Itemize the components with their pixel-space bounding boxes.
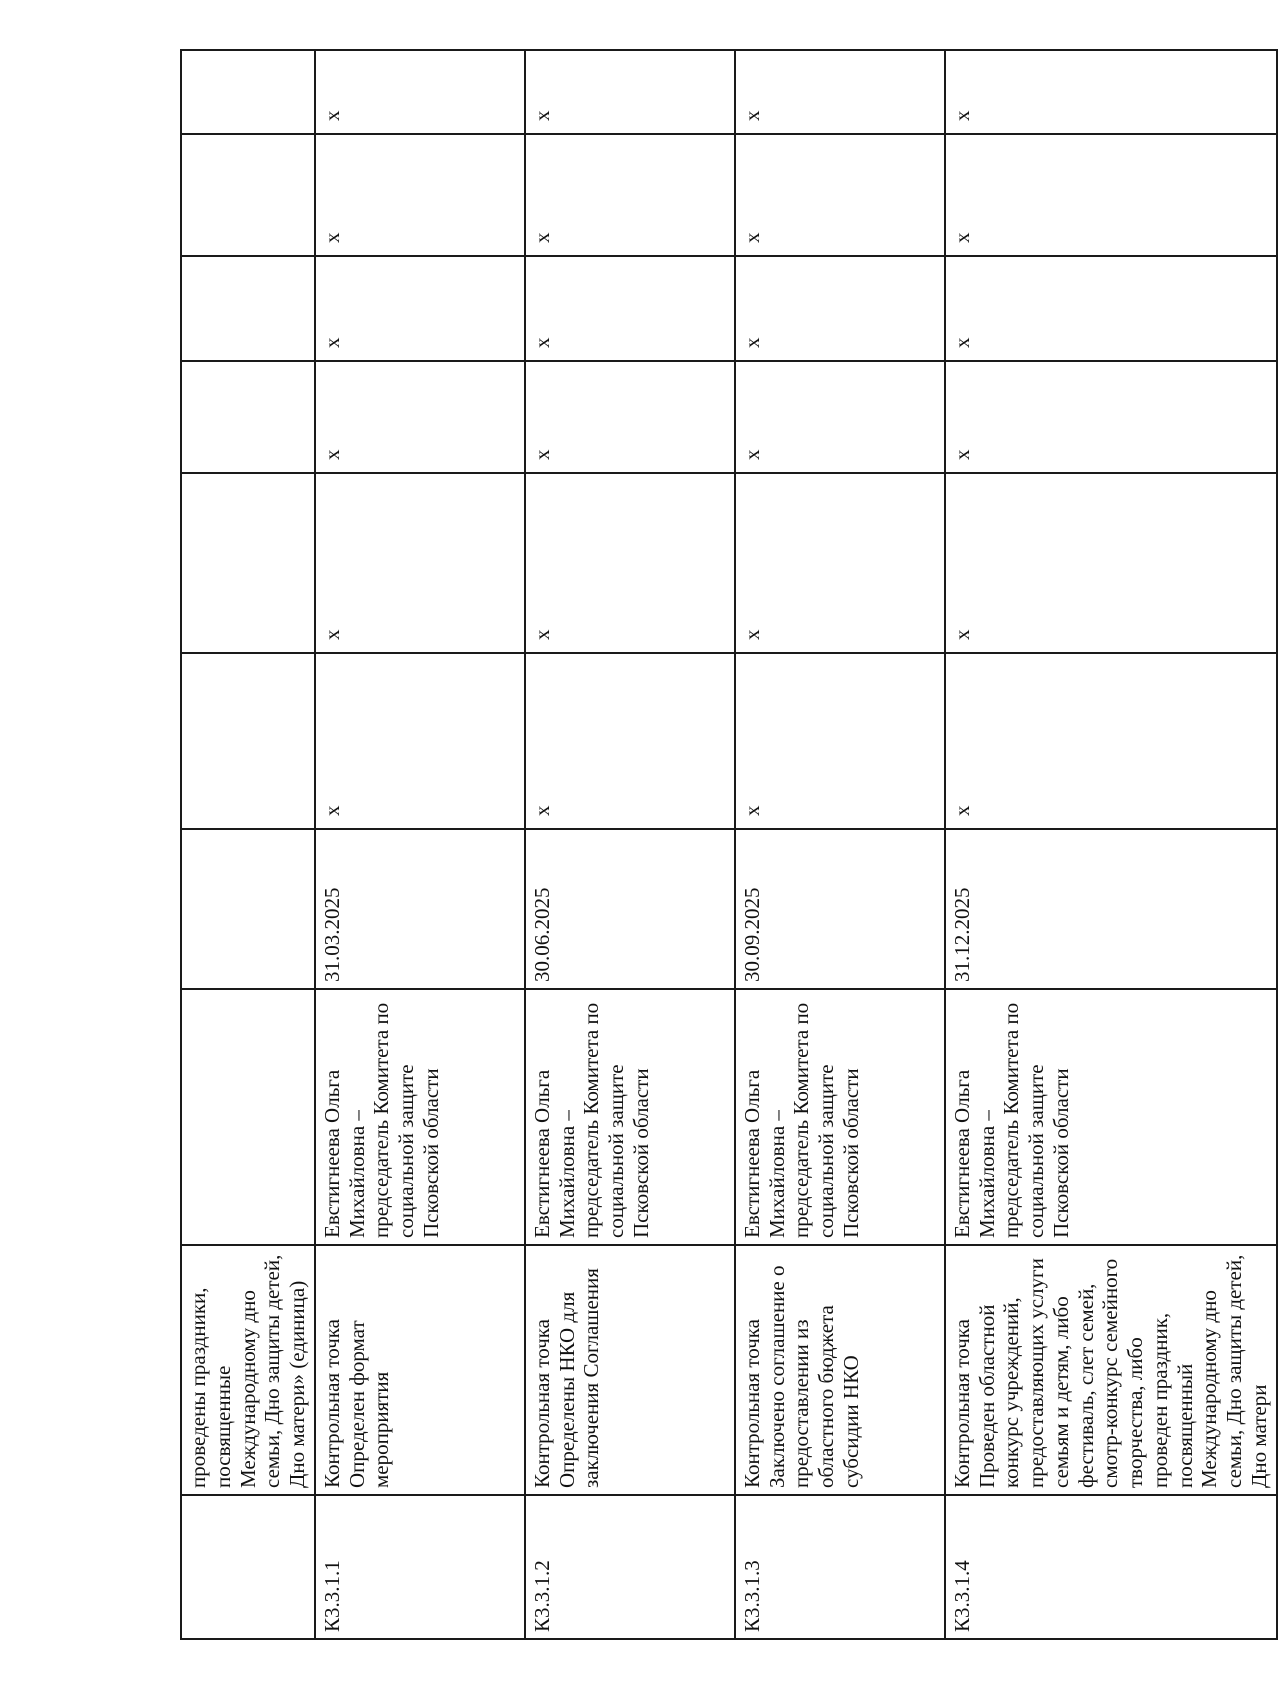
cell-mark [525,653,735,829]
cell-mark [945,473,1277,653]
mark-x: х [529,805,554,816]
cell-date: 30.06.2025 [525,829,735,989]
cell-empty [181,989,315,1245]
control-points-table [180,49,1278,1640]
mark-x: х [529,449,554,460]
mark-x: х [319,337,344,348]
cell-mark [525,361,735,473]
mark-x: х [949,232,974,243]
cell-title: Контрольная точка Заключено соглашение о предоставлении из областного бюджета субсидии НКО [735,1245,945,1495]
table-row [735,50,945,1639]
cell-code: К3.3.1.3 [735,1495,945,1639]
cell-empty [181,653,315,829]
cell-mark [945,361,1277,473]
mark-x: х [319,805,344,816]
cell-mark [525,256,735,361]
rotated-table-sheet [180,50,1272,1640]
mark-x: х [739,805,764,816]
cell-mark [315,653,525,829]
cell-empty [181,134,315,256]
cell-mark [735,473,945,653]
cell-mark [945,653,1277,829]
cell-mark [945,256,1277,361]
mark-x: х [529,629,554,640]
mark-x: х [739,449,764,460]
cell-mark [945,134,1277,256]
cell-mark [945,50,1277,134]
continuation-text: проведены праздники, посвященные Международному дно семьи, Дно защиты детей, Дно матери» (единица) [186,1254,310,1488]
cell-code: К3.3.1.4 [945,1495,1277,1639]
table-row [945,50,1277,1639]
cell-mark [525,134,735,256]
cell-date: 31.03.2025 [315,829,525,989]
cell-mark [315,134,525,256]
table-row-continuation [181,50,315,1639]
cell-mark [315,473,525,653]
cell-mark [315,361,525,473]
mark-x: х [739,337,764,348]
cell-responsible: Евстигнеева Ольга Михайловна – председатель Комитета по социальной защите Псковской области [315,989,525,1245]
cell-title: Контрольная точка Проведен областной конкурс учреждений, предоставляющих услуги семьям и детям, либо фестиваль, слет семей, смотр-конкурс семейного творчества, либо проведен праздник, посвященный Международному дно семьи, Дно защиты детей, Дно матери [945,1245,1277,1495]
cell-mark [315,256,525,361]
cell-continuation-text [181,1245,315,1495]
cell-code: К3.3.1.2 [525,1495,735,1639]
mark-x: х [949,449,974,460]
cell-responsible: Евстигнеева Ольга Михайловна – председатель Комитета по социальной защите Псковской области [525,989,735,1245]
cell-empty [181,361,315,473]
cell-mark [525,473,735,653]
mark-x: х [739,629,764,640]
cell-mark [735,361,945,473]
mark-x: х [739,110,764,121]
mark-x: х [739,232,764,243]
cell-code-empty [181,1495,315,1639]
cell-empty [181,50,315,134]
mark-x: х [319,110,344,121]
cell-responsible: Евстигнеева Ольга Михайловна – председатель Комитета по социальной защите Псковской области [945,989,1277,1245]
cell-mark [525,50,735,134]
mark-x: х [529,232,554,243]
mark-x: х [949,110,974,121]
cell-code: К3.3.1.1 [315,1495,525,1639]
mark-x: х [529,110,554,121]
cell-mark [735,256,945,361]
mark-x: х [319,629,344,640]
mark-x: х [529,337,554,348]
cell-date: 30.09.2025 [735,829,945,989]
mark-x: х [949,337,974,348]
cell-mark [735,653,945,829]
cell-title: Контрольная точка Определены НКО для заключения Соглашения [525,1245,735,1495]
cell-empty [181,829,315,989]
mark-x: х [319,232,344,243]
cell-title: Контрольная точка Определен формат мероприятия [315,1245,525,1495]
mark-x: х [949,629,974,640]
mark-x: х [949,805,974,816]
table-row [525,50,735,1639]
cell-mark [735,134,945,256]
cell-mark [735,50,945,134]
mark-x: х [319,449,344,460]
cell-date: 31.12.2025 [945,829,1277,989]
table-row [315,50,525,1639]
cell-mark [315,50,525,134]
cell-responsible: Евстигнеева Ольга Михайловна – председатель Комитета по социальной защите Псковской области [735,989,945,1245]
cell-empty [181,256,315,361]
cell-empty [181,473,315,653]
